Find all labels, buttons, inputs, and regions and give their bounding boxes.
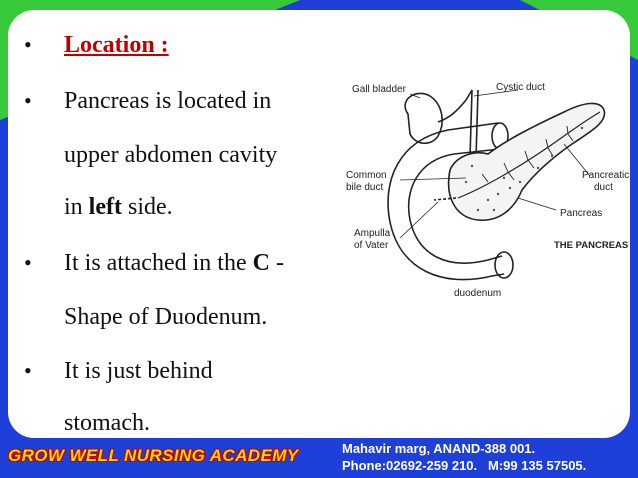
bullet-dot: • bbox=[24, 32, 32, 57]
label-pancreas: Pancreas bbox=[560, 208, 603, 219]
bullet-text: Shape of Duodenum. bbox=[64, 304, 268, 330]
bullet-text: upper abdomen cavity bbox=[64, 142, 278, 168]
bullet-text: in left side. bbox=[64, 194, 173, 220]
label-ampulla: Ampulla bbox=[354, 228, 391, 239]
label-pancreatic-duct-2: duct bbox=[594, 182, 613, 193]
bullet-text: Pancreas is located in bbox=[64, 88, 272, 114]
bullet-text: It is attached in the C - bbox=[64, 250, 284, 276]
label-pancreatic-duct: Pancreatic bbox=[582, 170, 630, 181]
bullet-dot: • bbox=[24, 358, 32, 383]
label-common-bile-duct-2: bile duct bbox=[346, 182, 384, 193]
address-line: Mahavir marg, ANAND-388 001. bbox=[342, 441, 536, 456]
label-duodenum: duodenum bbox=[454, 288, 502, 299]
bullet-text: stomach. bbox=[64, 410, 150, 436]
gall-bladder-shape bbox=[405, 93, 442, 143]
location-heading: Location : bbox=[64, 32, 169, 58]
academy-name: GROW WELL NURSING ACADEMY bbox=[8, 446, 299, 465]
label-ampulla-2: of Vater bbox=[354, 240, 389, 251]
label-gall-bladder: Gall bladder bbox=[352, 84, 406, 95]
label-cystic-duct: Cystic duct bbox=[496, 82, 545, 93]
pancreas-diagram bbox=[338, 70, 634, 302]
label-the-pancreas: THE PANCREAS bbox=[554, 240, 629, 251]
contact-info bbox=[342, 440, 586, 474]
bullet-dot: • bbox=[24, 250, 32, 275]
label-common-bile-duct: Common bbox=[346, 170, 387, 181]
bullet-text: It is just behind bbox=[64, 358, 213, 384]
bullet-dot: • bbox=[24, 88, 32, 113]
phone-line: Phone:02692-259 210. M:99 135 57505. bbox=[342, 458, 587, 473]
cystic-duct-shape bbox=[438, 90, 472, 122]
